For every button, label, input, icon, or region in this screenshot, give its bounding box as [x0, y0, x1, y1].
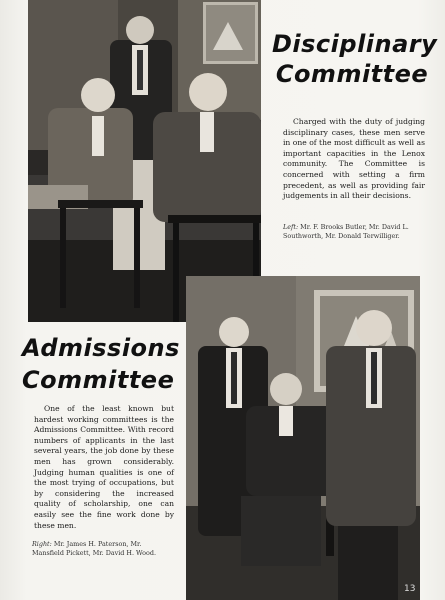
- admissions-caption-names: Mr. James H. Paterson, Mr. Mansfield Pickett, Mr. David H. Wood.: [32, 540, 156, 557]
- page-number: 13: [404, 584, 416, 594]
- admissions-title-line2: Committee: [22, 366, 175, 394]
- admissions-photo-caption: [32, 540, 174, 557]
- disciplinary-caption-label: Left:: [283, 223, 299, 231]
- disciplinary-committee-title: [272, 30, 438, 92]
- admissions-committee-text: One of the least known but hardest working committees is the Admissions Committee. With record numbers of applicants in the last several years, the job done by these men has grown considerably. Judging human qualities is one of the most trying of occupations, but by considering the increased quality of scholarship, one can easily see the fine work done by these men.: [34, 404, 174, 530]
- disciplinary-photo-caption: [283, 223, 425, 240]
- disciplinary-caption-names: Mr. F. Brooks Butler, Mr. David L. Southworth, Mr. Donald Terwilliger.: [283, 223, 409, 240]
- admissions-caption-label: Right:: [32, 540, 52, 548]
- disciplinary-title-line1: Disciplinary: [272, 30, 438, 58]
- disciplinary-committee-text: Charged with the duty of judging disciplinary cases, these men serve in one of the most difficult as well as important capacities in the Lenox community. The Committee is concerned with setting a firm precedent, as well as providing fair judgements in all their decisions.: [283, 117, 425, 201]
- disciplinary-title-line2: Committee: [275, 60, 429, 88]
- disciplinary-committee-photo: [28, 0, 261, 322]
- admissions-title-line1: Admissions: [22, 334, 180, 362]
- admissions-committee-photo: [186, 276, 420, 600]
- admissions-committee-title: [22, 334, 180, 400]
